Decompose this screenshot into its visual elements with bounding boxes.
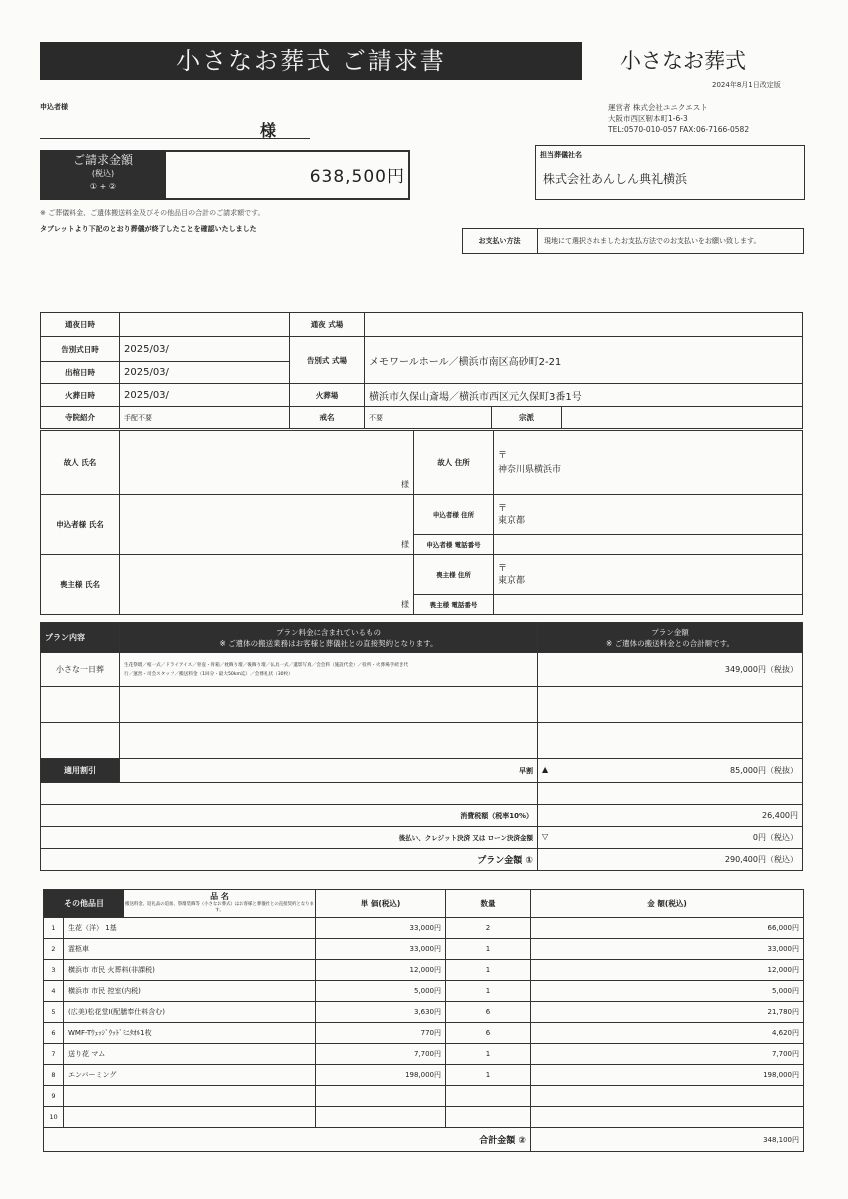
- table-row: [44, 1065, 804, 1086]
- item-name: 生花（洋） 1基: [64, 918, 316, 939]
- deceased-address: 神奈川県横浜市: [498, 464, 562, 475]
- item-price: 33,000円: [316, 939, 446, 960]
- item-name: 霊柩車: [64, 939, 316, 960]
- empty-cell: [538, 783, 803, 805]
- item-name: WMF-Tｳｪｯｼﾞｳｯﾄﾞﾐﾆﾀｵﾙ1枚: [64, 1023, 316, 1044]
- plan-table: [40, 622, 803, 871]
- table-row: [44, 981, 804, 1002]
- cremation-date-label: 火葬日時: [41, 384, 120, 407]
- plan-contents: [120, 653, 538, 687]
- discount-name: 早割: [120, 759, 538, 783]
- operator-line: 大阪市西区靭本町1-6-3: [608, 114, 688, 123]
- persons-table: [40, 430, 803, 615]
- plan-amount-header: [538, 623, 803, 653]
- plan-header-note: プラン料金に含まれているもの: [276, 627, 381, 637]
- departure-label: 出棺日時: [41, 362, 120, 384]
- billing-amount-value: 638,500円: [309, 167, 405, 187]
- applicant-label: 申込者様: [40, 103, 68, 111]
- item-name: (広美)松花堂Ⅰ(配膳奉仕料含む): [64, 1002, 316, 1023]
- empty-cell: [538, 723, 803, 759]
- item-qty: 6: [446, 1023, 531, 1044]
- table-row: [44, 1107, 804, 1128]
- billing-amount-tax: (税込): [91, 169, 115, 178]
- table-row: [44, 960, 804, 981]
- funeral-venue-value: メモワールホール／横浜市南区高砂町2-21: [365, 337, 803, 384]
- items-header-cell: [44, 890, 316, 918]
- row-number: 2: [44, 939, 64, 960]
- item-amount: 33,000円: [531, 939, 804, 960]
- posthumous-label: 戒名: [290, 407, 365, 429]
- row-number: 8: [44, 1065, 64, 1086]
- item-qty: 2: [446, 918, 531, 939]
- deceased-zip: 〒: [498, 450, 508, 461]
- row-number: 5: [44, 1002, 64, 1023]
- discount-triangle-icon: ▲: [542, 765, 549, 774]
- item-amount: 198,000円: [531, 1065, 804, 1086]
- billing-amount-formula: ① + ②: [89, 182, 117, 191]
- plan-name: 小さな一日葬: [41, 653, 120, 687]
- discount-value: 85,000円（税抜）: [730, 766, 798, 775]
- empty-cell: [41, 783, 538, 805]
- chief-mourner-tel-label: 喪主様 電話番号: [414, 595, 494, 615]
- company-name: 株式会社あんしん典礼横浜: [543, 172, 688, 186]
- operator-line: 運営者 株式会社ユニクエスト: [608, 103, 708, 112]
- empty-cell: [538, 687, 803, 723]
- payment-label: お支払い方法: [462, 228, 538, 254]
- item-qty: 1: [446, 939, 531, 960]
- empty-cell: [41, 723, 120, 759]
- plan-contents-line: 行／運営・司会スタッフ／搬送料金（1回分・最大50km迄）／会葬礼状（30枚）: [124, 671, 293, 677]
- billing-amount-label: [40, 150, 166, 200]
- deferred-value: 0円（税込）: [752, 833, 798, 842]
- wake-venue-label: 通夜 式場: [290, 313, 365, 337]
- chief-mourner-tel-value: [494, 595, 803, 615]
- applicant-honorific: 様: [260, 121, 277, 140]
- item-amount: 7,700円: [531, 1044, 804, 1065]
- chief-mourner-address-label: 喪主様 住所: [414, 555, 494, 595]
- posthumous-value: 不要: [365, 407, 492, 429]
- item-price: 33,000円: [316, 918, 446, 939]
- item-qty: 1: [446, 1044, 531, 1065]
- chief-mourner-address-value: [494, 555, 803, 595]
- funeral-venue-label: 告別式 式場: [290, 337, 365, 384]
- item-amount: 5,000円: [531, 981, 804, 1002]
- tax-value: 26,400円: [538, 805, 803, 827]
- billing-note: ※ ご葬儀料金、ご遺体搬送料金及びその他品目の合計のご請求額です。: [40, 209, 265, 217]
- row-number: 1: [44, 918, 64, 939]
- applicant-address: 東京都: [498, 515, 526, 526]
- row-number: 4: [44, 981, 64, 1002]
- plan-contents-line: 生花祭壇／棺一式／ドライアイス／骨壺・骨箱／枕飾り壇／後飾り壇／仏具一式／遺影写真／会会料（施設代金）／役所・火葬場手続き代: [124, 662, 409, 668]
- item-name: [64, 1107, 316, 1128]
- applicant-name-label: 申込者様 氏名: [41, 495, 120, 555]
- item-price: [316, 1086, 446, 1107]
- item-price: 198,000円: [316, 1065, 446, 1086]
- ceremony-info-table: [40, 312, 803, 429]
- cremation-date-value: 2025/03/: [120, 384, 290, 407]
- sect-value: [562, 407, 803, 429]
- item-price: [316, 1107, 446, 1128]
- item-qty: 1: [446, 981, 531, 1002]
- funeral-date-label: 告別式日時: [41, 337, 120, 362]
- col-name-note: 搬送料金、返礼品の追加、祭壇装飾等（小さなお葬式）はお客様と葬儀社との直接契約となります。: [125, 902, 314, 913]
- deferred-label: 後払い、クレジット決済 又は ローン決済金額: [41, 827, 538, 849]
- table-row: [44, 918, 804, 939]
- applicant-address-label: 申込者様 住所: [414, 495, 494, 535]
- item-price: 7,700円: [316, 1044, 446, 1065]
- item-price: 770円: [316, 1023, 446, 1044]
- items-total-value: 348,100円: [531, 1128, 804, 1152]
- col-qty-header: 数量: [446, 890, 531, 918]
- item-amount: [531, 1086, 804, 1107]
- wake-venue-value: [365, 313, 803, 337]
- col-price-header: 単 価(税込): [316, 890, 446, 918]
- company-label: 担当葬儀社名: [540, 151, 582, 159]
- applicant-zip: 〒: [498, 503, 508, 514]
- billing-amount-title: ご請求金額: [72, 153, 133, 167]
- item-qty: 1: [446, 1065, 531, 1086]
- row-number: 6: [44, 1023, 64, 1044]
- row-number: 7: [44, 1044, 64, 1065]
- item-name: [64, 1086, 316, 1107]
- other-items-label: その他品目: [44, 890, 124, 917]
- chief-mourner-name-label: 喪主様 氏名: [41, 555, 120, 615]
- row-number: 10: [44, 1107, 64, 1128]
- wake-date-label: 通夜日時: [41, 313, 120, 337]
- plan-amount-header-title: プラン金額: [651, 627, 689, 637]
- plan-header-label: プラン内容: [41, 623, 120, 653]
- wake-date-value: [120, 313, 290, 337]
- chief-mourner-zip: 〒: [498, 563, 508, 574]
- discount-label: 適用割引: [41, 759, 120, 783]
- item-amount: 4,620円: [531, 1023, 804, 1044]
- item-price: 3,630円: [316, 1002, 446, 1023]
- row-number: 3: [44, 960, 64, 981]
- plan-header-notes: [120, 623, 538, 653]
- deceased-address-value: [494, 431, 803, 495]
- empty-cell: [120, 723, 538, 759]
- col-amount-header: 金 額(税込): [531, 890, 804, 918]
- item-qty: [446, 1107, 531, 1128]
- sect-label: 宗派: [492, 407, 562, 429]
- item-qty: [446, 1086, 531, 1107]
- deceased-address-label: 故人 住所: [414, 431, 494, 495]
- deceased-name-value: 様: [120, 431, 414, 495]
- item-price: 12,000円: [316, 960, 446, 981]
- applicant-address-value: [494, 495, 803, 535]
- brand-logo-text: 小さなお葬式: [620, 49, 746, 73]
- item-price: 5,000円: [316, 981, 446, 1002]
- plan-total-value: 290,400円（税込）: [538, 849, 803, 871]
- deceased-name-label: 故人 氏名: [41, 431, 120, 495]
- item-name: 送り花 マム: [64, 1044, 316, 1065]
- plan-total-label: プラン金額 ①: [41, 849, 538, 871]
- funeral-date-value: 2025/03/: [120, 337, 290, 362]
- table-row: [44, 939, 804, 960]
- temple-value: 手配不要: [120, 407, 290, 429]
- plan-amount-header-note: ※ ご遺体の搬送料金との合計額です。: [605, 638, 735, 648]
- item-amount: [531, 1107, 804, 1128]
- empty-cell: [41, 687, 120, 723]
- plan-price: 349,000円（税抜）: [538, 653, 803, 687]
- item-name: エンバーミング: [64, 1065, 316, 1086]
- item-amount: 21,780円: [531, 1002, 804, 1023]
- payment-text: 現地にて選択されましたお支払方法でのお支払いをお願い致します。: [544, 237, 761, 245]
- chief-mourner-name-value: 様: [120, 555, 414, 615]
- empty-cell: [120, 687, 538, 723]
- row-number: 9: [44, 1086, 64, 1107]
- operator-info: [608, 102, 749, 135]
- applicant-name-value: 様: [120, 495, 414, 555]
- discount-value-cell: [538, 759, 803, 783]
- col-name-header: 品 名: [210, 892, 229, 901]
- temple-label: 寺院紹介: [41, 407, 120, 429]
- operator-line: TEL:0570-010-057 FAX:06-7166-0582: [608, 125, 750, 134]
- items-total-label: 合計金額 ②: [44, 1128, 531, 1152]
- item-name: 横浜市 市民 控室(内税): [64, 981, 316, 1002]
- table-row: [44, 1044, 804, 1065]
- item-amount: 66,000円: [531, 918, 804, 939]
- departure-value: 2025/03/: [120, 362, 290, 384]
- plan-header-note: ※ ご遺体の搬送業務はお客様と葬儀社との直接契約となります。: [219, 638, 438, 648]
- item-name: 横浜市 市民 火葬料(非課税): [64, 960, 316, 981]
- table-row: [44, 1086, 804, 1107]
- deferred-value-cell: [538, 827, 803, 849]
- table-row: [44, 1002, 804, 1023]
- confirmation-note: タブレットより下記のとおり葬儀が終了したことを確認いたしました: [40, 225, 257, 233]
- chief-mourner-address: 東京都: [498, 575, 526, 586]
- item-qty: 1: [446, 960, 531, 981]
- crematorium-value: 横浜市久保山斎場／横浜市西区元久保町3番1号: [365, 384, 803, 407]
- applicant-tel-label: 申込者様 電話番号: [414, 535, 494, 555]
- document-title: 小さなお葬式 ご請求書: [40, 42, 582, 80]
- other-items-table: [43, 889, 804, 1152]
- crematorium-label: 火葬場: [290, 384, 365, 407]
- applicant-tel-value: [494, 535, 803, 555]
- revision-date: 2024年8月1日改定版: [712, 81, 781, 89]
- deferred-triangle-icon: ▽: [542, 832, 549, 841]
- item-amount: 12,000円: [531, 960, 804, 981]
- table-row: [44, 1023, 804, 1044]
- tax-label: 消費税額（税率10%）: [41, 805, 538, 827]
- item-qty: 6: [446, 1002, 531, 1023]
